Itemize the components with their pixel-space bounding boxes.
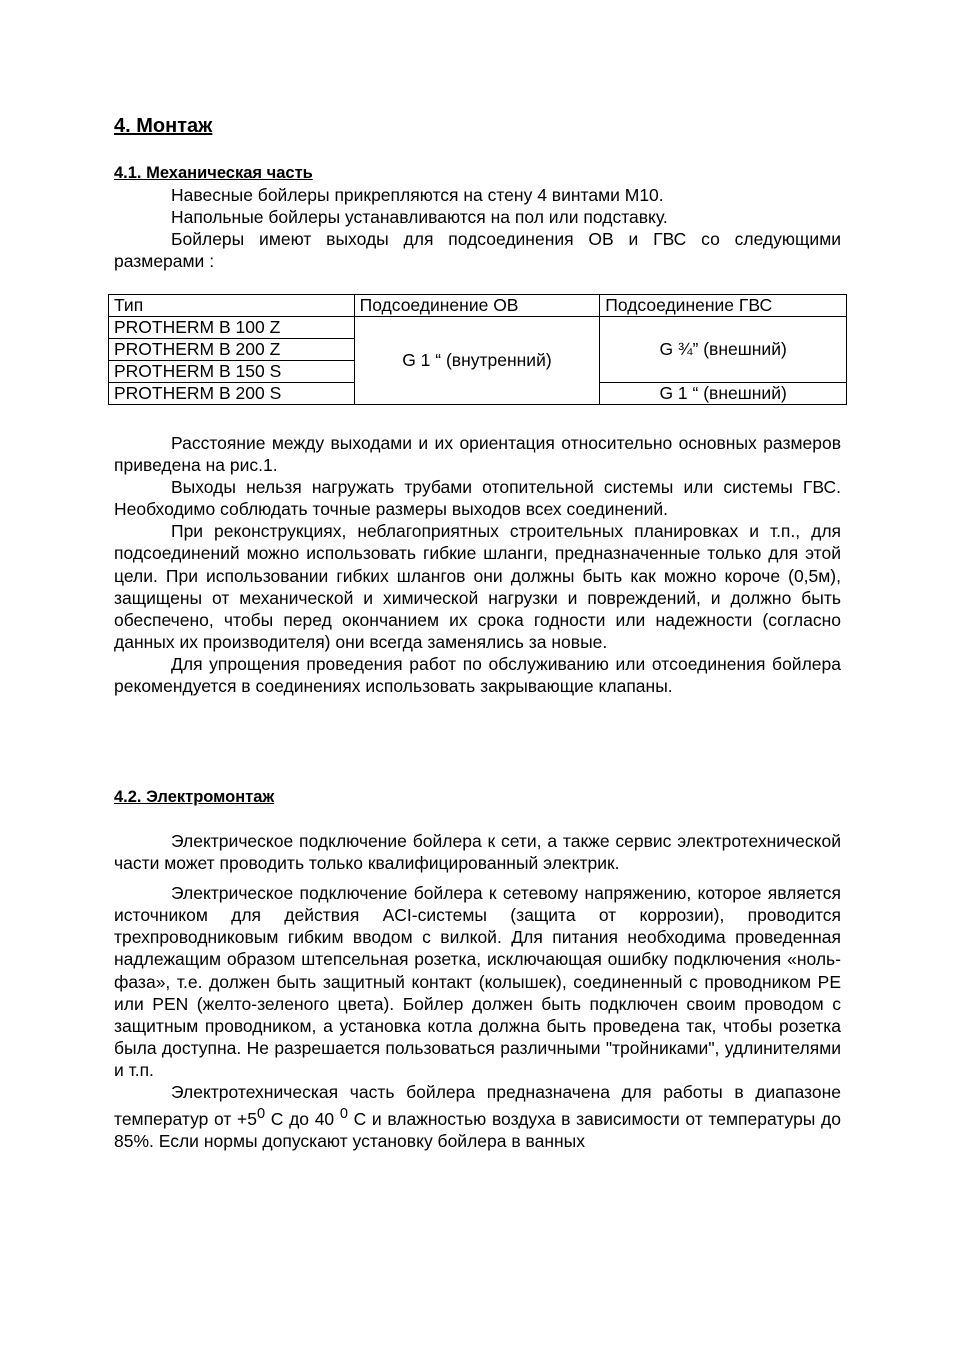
table-cell-type: PROTHERM B 100 Z: [109, 317, 355, 339]
table-cell-type: PROTHERM B 200 Z: [109, 339, 355, 361]
superscript: 0: [257, 1106, 266, 1123]
paragraph: Напольные бойлеры устанавливаются на пол или подставку.: [171, 207, 668, 228]
mechanical-intro: [114, 184, 841, 272]
table-cell-type: PROTHERM B 150 S: [109, 361, 355, 383]
table-cell-ov: G 1 “ (внутренний): [354, 317, 600, 405]
paragraph: Для упрощения проведения работ по обслуживанию или отсоединения бойлера рекомендуется в соединениях использовать закрывающие клапаны.: [114, 653, 841, 697]
electrical-text: [114, 830, 841, 1152]
paragraph: При реконструкциях, неблагоприятных строительных планировках и т.п., для подсоединений можно использовать гибкие шланги, предназначенные только для этой цели. При использовании гибких шлангов они должны быть как можно короче (0,5м), защищены от механической и химической нагрузки и повреждений, и должно быть обеспечено, чтобы перед окончанием их срока годности или надежности (согласно данных их производителя) они всегда заменялись за новые.: [114, 521, 841, 652]
table-header-row: [109, 295, 847, 317]
text-run: С и влажностью воздуха в зависимости от температуры до 85%. Если нормы допускают установку бойлера в ванных: [114, 1108, 841, 1152]
text-run: С до 40: [265, 1108, 340, 1129]
paragraph: [114, 1081, 841, 1152]
connection-table: [108, 294, 847, 405]
superscript: 0: [339, 1106, 348, 1123]
table-cell-gvs: G ¾” (внешний): [600, 317, 847, 383]
text-run: Электротехническая часть бойлера предназначена для работы в диапазоне температур от +5: [114, 1082, 841, 1129]
electrical-heading: 4.2. Электромонтаж: [114, 788, 275, 806]
table-header-cell: Тип: [109, 295, 355, 317]
table-header-cell: Подсоединение ГВС: [600, 295, 847, 317]
paragraph: Навесные бойлеры прикрепляются на стену 4 винтами М10.: [171, 185, 664, 205]
table-cell-type: PROTHERM B 200 S: [109, 383, 355, 405]
table-header-cell: Подсоединение ОВ: [354, 295, 600, 317]
paragraph: Электрическое подключение бойлера к сетевому напряжению, которое является источником для действия ACI-системы (защита от коррозии), проводится трехпроводниковым гибким вводом с вилкой. Для питания необходима проведенная надлежащим образом штепсельная розетка, исключающая ошибку подключения «ноль-фаза», т.е. должен быть защитный контакт (колышек), соединенный с проводником PE или PEN (желто-зеленого цвета). Бойлер должен быть подключен своим проводом с защитным проводником, а установка котла должна быть проведена так, чтобы розетка была доступна. Не разрешается пользоваться различными "тройниками", удлинителями и т.п.: [114, 883, 841, 1080]
paragraph: Расстояние между выходами и их ориентация относительно основных размеров приведена на рис.1.: [114, 433, 841, 476]
paragraph: Бойлеры имеют выходы для подсоединения ОВ и ГВС со следующими размерами :: [114, 229, 841, 272]
paragraph: Выходы нельзя нагружать трубами отопительной системы или системы ГВС. Необходимо соблюдать точные размеры выходов всех соединений.: [114, 477, 841, 520]
mechanical-details: [114, 432, 841, 697]
table-row: [109, 317, 847, 339]
mechanical-heading: 4.1. Механическая часть: [114, 164, 313, 182]
table-cell-gvs: G 1 “ (внешний): [600, 383, 847, 405]
section-title: 4. Монтаж: [114, 115, 213, 137]
paragraph: Электрическое подключение бойлера к сети, а также сервис электротехнической части может проводить только квалифицированный электрик.: [114, 831, 841, 874]
